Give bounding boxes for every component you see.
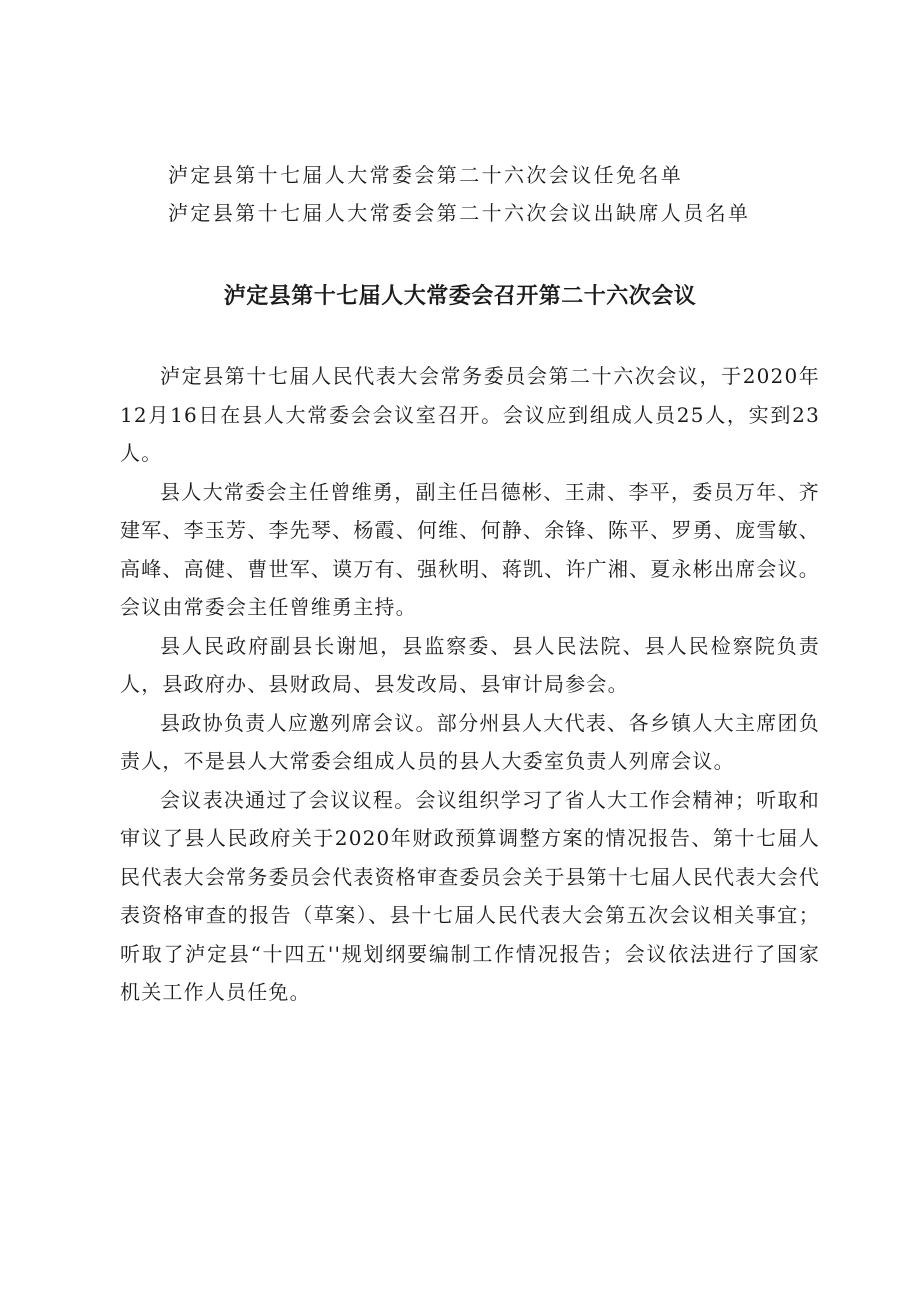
article-body xyxy=(120,357,820,1012)
related-title-attendance: 泸定县第十七届人大常委会第二十六次会议出缺席人员名单 xyxy=(168,201,751,225)
article-title: 泸定县第十七届人大常委会召开第二十六次会议 xyxy=(223,284,697,309)
paragraph-meeting-info: 泸定县第十七届人民代表大会常务委员会第二十六次会议，于2020年12月16日在县人大常委会会议室召开。会议应到组成人员25人，实到23人。 xyxy=(120,364,820,465)
related-titles xyxy=(168,160,750,236)
paragraph-government-participants: 县人民政府副县长谢旭，县监察委、县人民法院、县人民检察院负责人，县政府办、县财政局、县发改局、县审计局参会。 xyxy=(120,633,820,696)
paragraph-observers: 县政协负责人应邀列席会议。部分州县人大代表、各乡镇人大主席团负责人，不是县人大常委会组成人员的县人大委室负责人列席会议。 xyxy=(120,710,820,773)
paragraph-agenda: 会议表决通过了会议议程。会议组织学习了省人大工作会精神；听取和审议了县人民政府关于2020年财政预算调整方案的情况报告、第十七届人民代表大会常务委员会代表资格审查委员会关于县第十七届人民代表大会代表资格审查的报告（草案）、县十七届人民代表大会第五次会议相关事宜；听取了泸定县“十四五''规划纲要编制工作情况报告；会议依法进行了国家机关工作人员任免。 xyxy=(120,787,820,1004)
related-title-appointments: 泸定县第十七届人大常委会第二十六次会议任免名单 xyxy=(168,163,684,187)
paragraph-attendees: 县人大常委会主任曾维勇，副主任吕德彬、王肃、李平，委员万年、齐建军、李玉芳、李先琴、杨霞、何维、何静、余锋、陈平、罗勇、庞雪敏、高峰、高健、曹世军、谟万有、强秋明、蒋凯、许广湘、夏永彬出席会议。会议由常委会主任曾维勇主持。 xyxy=(120,479,820,619)
